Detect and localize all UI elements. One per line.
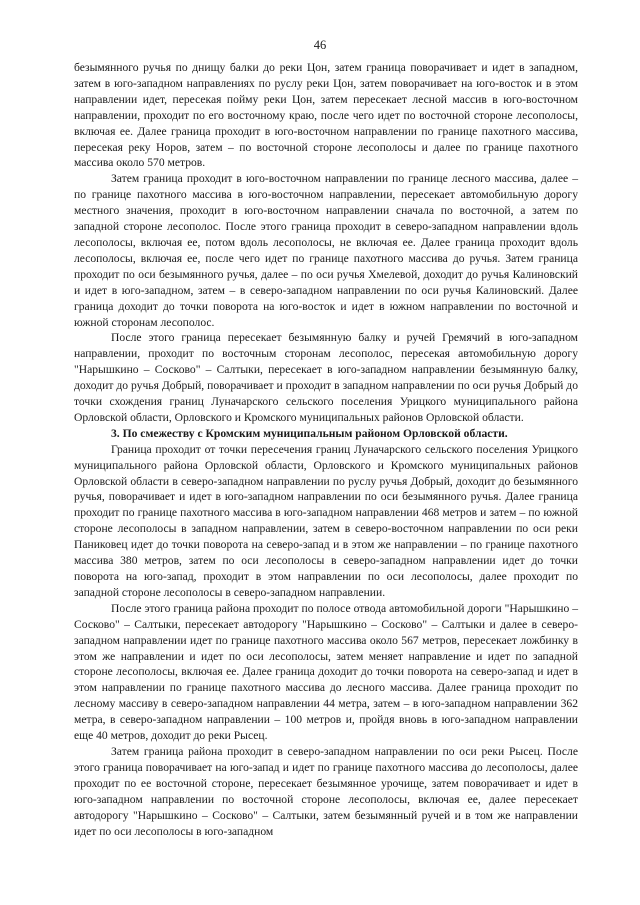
- paragraph-4: Граница проходит от точки пересечения границ Луначарского сельского поселения Урицкого муниципального района Орловской области, Орловского и Кромского муниципальных районов Орловской области в северо-западном направлении по руслу ручья Добрый, доходит до безымянного ручья, поворачивает и идет в юго-западном направлении по оси безымянного ручья. Далее граница проходит по границе пахотного массива в юго-западном направлении 468 метров и затем – по южной стороне лесополосы в западном направлении, затем в северо-восточном направлении по оси реки Паниковец идет до точки поворота на северо-запад и в этом же направлении – по границе пахотного массива 380 метров, затем по оси лесополосы в северо-западном направлении идет до точки поворота на юго-запад, проходит в этом направлении по оси лесополосы, далее проходит по западной стороне лесополосы в северо-западном направлении.: [74, 442, 578, 599]
- paragraph-1: безымянного ручья по днищу балки до реки Цон, затем граница поворачивает и идет в западном, затем в юго-западном направлениях по руслу реки Цон, затем поворачивает на юго-восток и в этом направлении идет, пересекая пойму реки Цон, затем пересекает лесной массив в юго-восточном направлении, проходит по его восточному краю, после чего идет по восточной стороне лесополосы, включая ее. Далее граница проходит в юго-восточном направлении по границе пахотного массива, пересекая реку Норов, затем – по восточной стороне лесополосы и далее по границе пахотного массива около 570 метров.: [74, 61, 578, 170]
- section-heading: 3. По смежеству с Кромским муниципальным районом Орловской области.: [111, 426, 508, 440]
- page-number: 46: [313, 38, 327, 52]
- paragraph-2: Затем граница проходит в юго-восточном направлении по границе лесного массива, далее – по границе пахотного массива в юго-восточном направлении, пересекает автомобильную дорогу местного значения, проходит в юго-восточном направлении сначала по восточной, а затем по западной стороне лесополос. После этого граница проходит в северо-западном направлении вдоль лесополосы, включая ее, потом вдоль лесополосы, не включая ее. Далее граница проходит вдоль лесополосы, включая ее, после чего идет по границе пахотного массива до ручья. Затем граница проходит по оси безымянного ручья, далее – по оси ручья Хмелевой, доходит до ручья Калиновский и идет в юго-западном, затем – в северо-западном направлении по оси ручья Калиновский. Далее граница доходит до точки поворота на юго-восток и идет в южном направлении по восточной и южной сторонам лесополос.: [74, 172, 578, 329]
- paragraph-3: После этого граница пересекает безымянную балку и ручей Гремячий в юго-западном направлении, проходит по восточным сторонам лесополос, пересекая автомобильную дорогу "Нарышкино – Сосково" – Салтыки, пересекает в юго-западном направлении безымянную балку, доходит до ручья Добрый, поворачивает и проходит в западном направлении по оси ручья Добрый до точки схождения границ Луначарского сельского поселения Урицкого муниципального района Орловской области, Орловского и Кромского муниципальных районов Орловской области.: [74, 331, 578, 424]
- paragraph-6: Затем граница района проходит в северо-западном направлении по оси реки Рысец. После этого граница поворачивает на юго-запад и идет по границе пахотного массива до лесополосы, далее проходит по ее восточной стороне, пересекает безымянное урочище, затем поворачивает и идет в юго-западном направлении по восточной стороне лесополосы, включая ее, далее пересекает автодорогу "Нарышкино – Сосково" – Салтыки, затем безымянный ручей и в том же направлении идет по оси лесополосы в юго-западном: [74, 744, 578, 838]
- paragraph-5: После этого граница района проходит по полосе отвода автомобильной дороги "Нарышкино – Сосково" – Салтыки, пересекает автодорогу "Нарышкино – Сосково" – Салтыки и далее в северо-западном направлении идет по границе пахотного массива около 567 метров, пересекает ложбинку в этом же направлении и идет по оси лесополосы, затем меняет направление и идет по западной стороне лесополосы, включая ее. Далее граница доходит до точки поворота на северо-запад и идет в этом направлении по границе пахотного массива до лесного массива. Далее граница проходит по лесному массиву в северо-западном направлении 44 метра, затем – в юго-западном направлении 362 метра, в северо-западном направлении – 100 метров и, пройдя вновь в юго-западном направлении еще 40 метров, доходит до реки Рысец.: [74, 601, 578, 743]
- document-body: [74, 60, 578, 839]
